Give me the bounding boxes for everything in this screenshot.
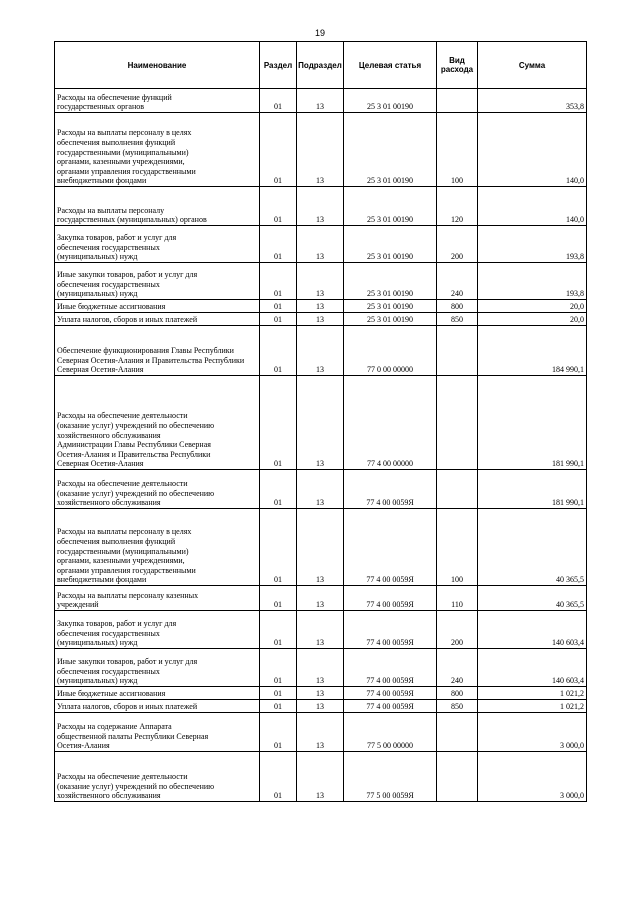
- row-vid: [437, 89, 478, 113]
- row-name: Расходы на выплаты персоналу казенных учреждений: [55, 586, 260, 611]
- row-summa: 193,8: [478, 226, 587, 263]
- row-summa: 193,8: [478, 263, 587, 300]
- row-podrazdel: 13: [297, 187, 344, 226]
- row-razdel: 01: [260, 586, 297, 611]
- row-podrazdel: 13: [297, 263, 344, 300]
- row-podrazdel: 13: [297, 649, 344, 687]
- row-name: Обеспечение функционирования Главы Республики Северная Осетия-Алания и Правительства Республики Северная Осетия-Алания: [55, 326, 260, 376]
- row-razdel: 01: [260, 611, 297, 649]
- row-razdel: 01: [260, 687, 297, 700]
- row-podrazdel: 13: [297, 313, 344, 326]
- header-summa: Сумма: [478, 42, 587, 89]
- row-summa: 353,8: [478, 89, 587, 113]
- row-name: Расходы на обеспечение деятельности (оказание услуг) учреждений по обеспечению хозяйственного обслуживания: [55, 470, 260, 509]
- header-name: Наименование: [55, 42, 260, 89]
- table-row: [55, 113, 587, 187]
- row-summa: 140,0: [478, 113, 587, 187]
- row-statya: 25 3 01 00190: [344, 226, 437, 263]
- row-vid: 200: [437, 611, 478, 649]
- row-vid: [437, 713, 478, 752]
- table-row: [55, 89, 587, 113]
- row-name: Расходы на обеспечение деятельности (оказание услуг) учреждений по обеспечению хозяйственного обслуживания Администрации Главы Республики Северная Осетия-Алания и Правительства Республики Северная Осетия-Алания: [55, 376, 260, 470]
- table-row: [55, 226, 587, 263]
- row-summa: 1 021,2: [478, 700, 587, 713]
- row-vid: 200: [437, 226, 478, 263]
- row-vid: 100: [437, 113, 478, 187]
- row-razdel: 01: [260, 187, 297, 226]
- header-razdel: Раздел: [260, 42, 297, 89]
- row-summa: 3 000,0: [478, 752, 587, 802]
- row-name: Иные закупки товаров, работ и услуг для обеспечения государственных (муниципальных) нужд: [55, 263, 260, 300]
- table-row: [55, 300, 587, 313]
- table-row: [55, 649, 587, 687]
- row-name: Расходы на содержание Аппарата общественной палаты Республики Северная Осетия-Алания: [55, 713, 260, 752]
- header-vid: Вид расхода: [437, 42, 478, 89]
- row-name: Закупка товаров, работ и услуг для обеспечения государственных (муниципальных) нужд: [55, 226, 260, 263]
- row-statya: 77 4 00 0059Я: [344, 687, 437, 700]
- row-vid: 100: [437, 509, 478, 586]
- row-name: Иные закупки товаров, работ и услуг для обеспечения государственных (муниципальных) нужд: [55, 649, 260, 687]
- row-podrazdel: 13: [297, 687, 344, 700]
- row-razdel: 01: [260, 713, 297, 752]
- row-razdel: 01: [260, 263, 297, 300]
- row-podrazdel: 13: [297, 586, 344, 611]
- row-name: Иные бюджетные ассигнования: [55, 687, 260, 700]
- row-podrazdel: 13: [297, 376, 344, 470]
- row-statya: 25 3 01 00190: [344, 313, 437, 326]
- row-name: Расходы на обеспечение функций государственных органов: [55, 89, 260, 113]
- row-statya: 77 5 00 00000: [344, 713, 437, 752]
- table-row: [55, 687, 587, 700]
- row-name: Расходы на выплаты персоналу в целях обеспечения выполнения функций государственными (муниципальными) органами, казенными учреждениями, органами управления государственными внебюджетными фондами: [55, 509, 260, 586]
- table-row: [55, 313, 587, 326]
- row-razdel: 01: [260, 470, 297, 509]
- row-podrazdel: 13: [297, 700, 344, 713]
- row-summa: 140,0: [478, 187, 587, 226]
- row-summa: 20,0: [478, 313, 587, 326]
- row-summa: 140 603,4: [478, 611, 587, 649]
- row-statya: 77 4 00 0059Я: [344, 611, 437, 649]
- table-row: [55, 263, 587, 300]
- row-summa: 40 365,5: [478, 586, 587, 611]
- row-vid: [437, 376, 478, 470]
- table-row: [55, 586, 587, 611]
- row-statya: 77 4 00 00000: [344, 376, 437, 470]
- row-statya: 77 4 00 0059Я: [344, 509, 437, 586]
- row-statya: 77 4 00 0059Я: [344, 586, 437, 611]
- budget-table: [54, 41, 587, 802]
- row-statya: 77 4 00 0059Я: [344, 700, 437, 713]
- row-podrazdel: 13: [297, 509, 344, 586]
- table-row: [55, 752, 587, 802]
- row-vid: 800: [437, 687, 478, 700]
- row-razdel: 01: [260, 313, 297, 326]
- table-row: [55, 326, 587, 376]
- row-statya: 77 5 00 0059Я: [344, 752, 437, 802]
- row-summa: 140 603,4: [478, 649, 587, 687]
- row-statya: 77 0 00 00000: [344, 326, 437, 376]
- row-vid: [437, 752, 478, 802]
- row-statya: 25 3 01 00190: [344, 263, 437, 300]
- row-razdel: 01: [260, 89, 297, 113]
- row-summa: 20,0: [478, 300, 587, 313]
- row-name: Уплата налогов, сборов и иных платежей: [55, 313, 260, 326]
- row-vid: [437, 470, 478, 509]
- row-statya: 25 3 01 00190: [344, 300, 437, 313]
- row-podrazdel: 13: [297, 113, 344, 187]
- row-statya: 25 3 01 00190: [344, 187, 437, 226]
- row-razdel: 01: [260, 752, 297, 802]
- row-vid: 850: [437, 313, 478, 326]
- row-name: Уплата налогов, сборов и иных платежей: [55, 700, 260, 713]
- row-podrazdel: 13: [297, 752, 344, 802]
- row-name: Иные бюджетные ассигнования: [55, 300, 260, 313]
- row-podrazdel: 13: [297, 611, 344, 649]
- row-razdel: 01: [260, 326, 297, 376]
- row-vid: 240: [437, 263, 478, 300]
- row-summa: 3 000,0: [478, 713, 587, 752]
- row-razdel: 01: [260, 300, 297, 313]
- row-summa: 181 990,1: [478, 376, 587, 470]
- row-vid: 120: [437, 187, 478, 226]
- row-razdel: 01: [260, 509, 297, 586]
- table-row: [55, 187, 587, 226]
- row-podrazdel: 13: [297, 713, 344, 752]
- table-row: [55, 611, 587, 649]
- row-razdel: 01: [260, 226, 297, 263]
- row-name: Закупка товаров, работ и услуг для обеспечения государственных (муниципальных) нужд: [55, 611, 260, 649]
- row-summa: 184 990,1: [478, 326, 587, 376]
- row-razdel: 01: [260, 113, 297, 187]
- table-row: [55, 376, 587, 470]
- row-podrazdel: 13: [297, 470, 344, 509]
- row-vid: 850: [437, 700, 478, 713]
- row-vid: 110: [437, 586, 478, 611]
- row-razdel: 01: [260, 700, 297, 713]
- page-number: 19: [314, 28, 325, 38]
- row-razdel: 01: [260, 649, 297, 687]
- row-vid: 800: [437, 300, 478, 313]
- row-podrazdel: 13: [297, 300, 344, 313]
- row-statya: 25 3 01 00190: [344, 113, 437, 187]
- row-vid: [437, 326, 478, 376]
- table-row: [55, 509, 587, 586]
- table-row: [55, 700, 587, 713]
- row-name: Расходы на выплаты персоналу в целях обеспечения выполнения функций государственными (муниципальными) органами, казенными учреждениями, органами управления государственными внебюджетными фондами: [55, 113, 260, 187]
- row-statya: 25 3 01 00190: [344, 89, 437, 113]
- table-row: [55, 470, 587, 509]
- row-statya: 77 4 00 0059Я: [344, 470, 437, 509]
- row-summa: 181 990,1: [478, 470, 587, 509]
- table-header-row: [55, 42, 587, 89]
- row-podrazdel: 13: [297, 89, 344, 113]
- row-summa: 40 365,5: [478, 509, 587, 586]
- header-statya: Целевая статья: [344, 42, 437, 89]
- row-podrazdel: 13: [297, 326, 344, 376]
- table-row: [55, 713, 587, 752]
- row-vid: 240: [437, 649, 478, 687]
- row-podrazdel: 13: [297, 226, 344, 263]
- row-summa: 1 021,2: [478, 687, 587, 700]
- header-podrazdel: Подраздел: [297, 42, 344, 89]
- row-name: Расходы на обеспечение деятельности (оказание услуг) учреждений по обеспечению хозяйственного обслуживания: [55, 752, 260, 802]
- row-statya: 77 4 00 0059Я: [344, 649, 437, 687]
- row-name: Расходы на выплаты персоналу государственных (муниципальных) органов: [55, 187, 260, 226]
- row-razdel: 01: [260, 376, 297, 470]
